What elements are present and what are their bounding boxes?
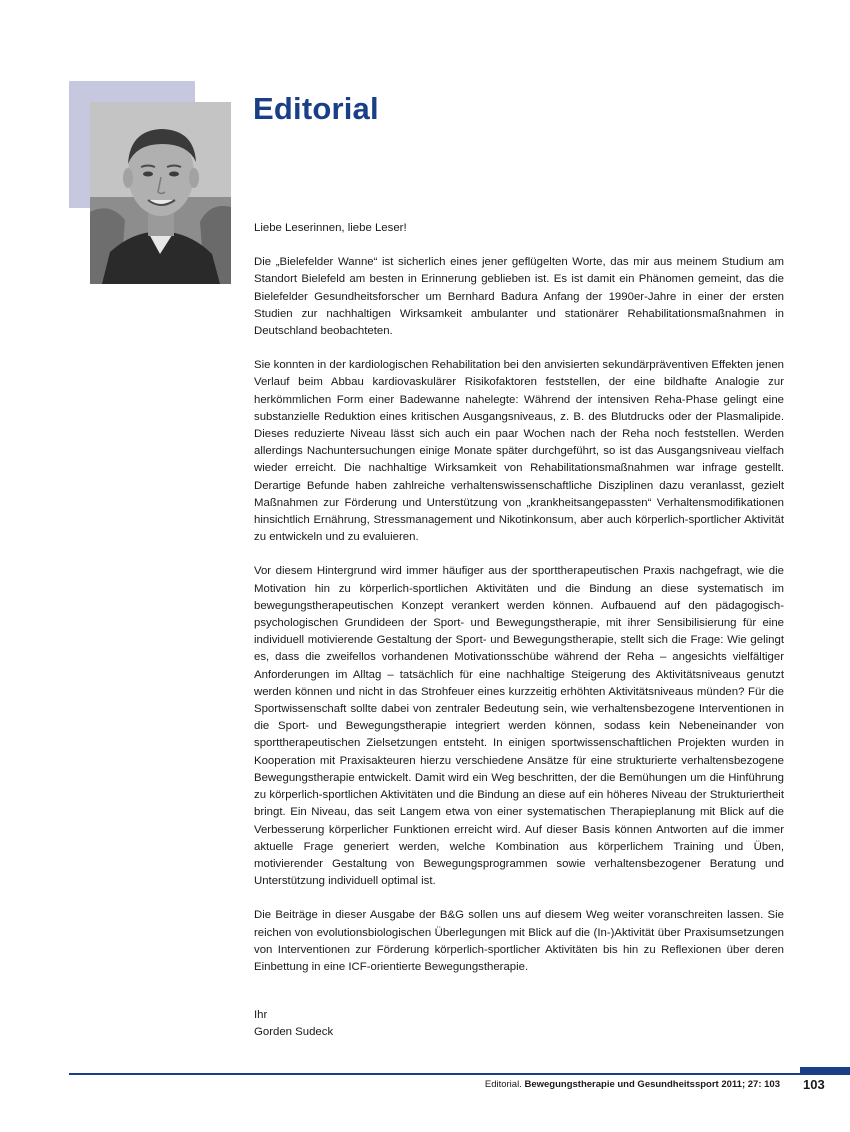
footer-citation: [485, 1079, 780, 1090]
footer-journal-citation: Bewegungstherapie und Gesundheitssport 2011; 27: 103: [524, 1079, 780, 1090]
footer-accent-tab: [800, 1067, 850, 1074]
signature-name: Gorden Sudeck: [254, 1026, 334, 1039]
author-photo: [90, 102, 231, 284]
signature-closing: Ihr: [254, 1009, 268, 1021]
paragraph-2: Sie konnten in der kardiologischen Rehabilitation bei den anvisierten sekundärpräventiven Effekten jenen Verlauf beim Abbau kardiovaskulärer Risikofaktoren feststellen, der eine bildhafte Analogie zur herkömmlichen Form einer Badewanne nahelegte: Während der intensiven Reha-Phase gelingt eine substanzielle Reduktion eines kritischen Ausgangsniveaus, z. B. des Blutdrucks oder der Plasmalipide. Dieses reduzierte Niveau lässt sich auch ein paar Wochen nach der Reha noch feststellen. Werden allerdings Nachuntersuchungen einige Monate später durchgeführt, so ist das Ausgangsniveau vielfach wieder erreicht. Die nachhaltige Wirksamkeit von Rehabilitationsmaßnahmen war infrage gestellt. Derartige Befunde haben zahlreiche verhaltenswissenschaftliche Disziplinen dazu veranlasst, gezielt Maßnahmen zur Förderung und Unterstützung von „krankheitsangepassten“ Verhaltensmodifikationen hinsichtlich Ernährung, Stressmanagement und Nikotinkonsum, aber auch körperlich-sportlicher Aktivität zu entwickeln und zu evaluieren.: [254, 359, 784, 544]
signature: [254, 1007, 333, 1041]
page-title: Editorial: [253, 91, 379, 126]
footer-section-label: Editorial.: [484, 1079, 522, 1090]
footer-rule: [69, 1073, 850, 1075]
page-number: 103: [803, 1077, 825, 1092]
paragraph-1: Die „Bielefelder Wanne“ ist sicherlich eines jener geflügelten Worte, das mir aus meinem Studium am Standort Bielefeld am besten in Erinnerung geblieben ist. Es ist damit ein Phänomen gemeint, das die Bielefelder Gesundheitsforscher um Bernhard Badura Anfang der 1990er-Jahre in einer der ersten Studien zur nachhaltigen Wirksamkeit ambulanter und stationärer Rehabilitationsmaßnahmen in Deutschland beobachteten.: [254, 256, 784, 338]
paragraph-4: Die Beiträge in dieser Ausgabe der B&G sollen uns auf diesem Weg weiter voranschreiten lassen. Sie reichen von evolutionsbiologischen Überlegungen mit Blick auf die (In-)Aktivität über Praxisumsetzungen von Interventionen zur Förderung körperlich-sportlicher Aktivitäten bis hin zu Reflexionen über deren Einbettung in eine ICF-orientierte Bewegungstherapie.: [254, 909, 784, 973]
salutation: Liebe Leserinnen, liebe Leser!: [254, 222, 407, 234]
paragraph-3: Vor diesem Hintergrund wird immer häufiger aus der sporttherapeutischen Praxis nachgefragt, wie die Motivation hin zu körperlich-sportlichen Aktivitäten und die Bindung an diese systematisch im bewegungstherapeutischen Konzept verankert werden können. Aufbauend auf den pädagogisch-psychologischen Grundideen der Sport- und Bewegungstherapie, mit ihrer Sensibilisierung für eine individuell motivierende Gestaltung der Sport- und Bewegungstherapie, stellt sich die Frage: Wie gelingt es, dass die zweifellos vorhandenen Motivationsschübe während der Reha – angesichts vielfältiger Anforderungen im Alltag – tatsächlich für eine nachhaltige Steigerung des Aktivitätsniveaus genutzt werden können und nicht in das Strohfeuer eines kurzzeitig erhöhten Aktivitätsniveaus münden? Für die Sportwissenschaft sollte dabei von zentraler Bedeutung sein, wie verhaltensbezogene Interventionen in die Sport- und Bewegungstherapie integriert werden können, sodass kein Nebeneinander von sporttherapeutischen Zielsetzungen entsteht. In einigen sportwissenschaftlichen Projekten wurden in Kooperation mit Praxisakteuren hierzu verschiedene Ansätze für eine strukturierte verhaltensbezogene Bewegungstherapie entwickelt. Damit wird ein Weg beschritten, der die Bemühungen um die Hinführung zu körperlich-sportlichen Aktivitäten und die Bindung an diese auf ein höheres Niveau der Strukturiertheit bringt. Ein Niveau, das seit Langem etwa von einer systematischen Therapieplanung mit Blick auf die Verbesserung körperlicher Funktionen erreicht wird. Auf dieser Basis können Antworten auf die immer aktuelle Frage generiert werden, welche Kombination aus körperlichem Training und Üben, motivierender Gestaltung von Bewegungsprogrammen sowie verhaltensbezogener Beratung und Unterstützung individuell optimal ist.: [254, 565, 784, 888]
editorial-body: [254, 220, 784, 993]
